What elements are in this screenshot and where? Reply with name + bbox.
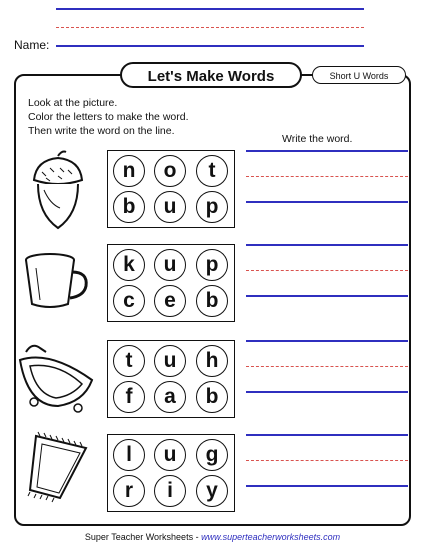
- bathtub-icon: [16, 336, 98, 414]
- letter-circle[interactable]: h: [196, 345, 228, 377]
- letter-circle[interactable]: b: [196, 285, 228, 317]
- acorn-icon: [28, 150, 88, 232]
- write-word-label: Write the word.: [282, 133, 353, 145]
- rug-icon: [24, 428, 94, 504]
- name-label: Name:: [14, 38, 50, 52]
- answer-line-2-mid: [246, 270, 408, 271]
- footer-brand: Super Teacher Worksheets -: [84, 532, 202, 542]
- letter-circle[interactable]: y: [196, 475, 228, 507]
- footer-url[interactable]: www.superteacherworksheets.com: [201, 532, 341, 542]
- letter-circle[interactable]: u: [154, 345, 186, 377]
- answer-line-1-top[interactable]: [246, 150, 408, 152]
- letter-circle[interactable]: u: [154, 191, 186, 223]
- instruction-1: Look at the picture.: [28, 97, 118, 109]
- letter-circle[interactable]: n: [113, 155, 145, 187]
- footer: [0, 532, 425, 542]
- letter-circle[interactable]: r: [113, 475, 145, 507]
- top-line-1: [56, 8, 364, 10]
- answer-line-2-base[interactable]: [246, 295, 408, 297]
- instruction-3: Then write the word on the line.: [28, 125, 175, 137]
- letter-circle[interactable]: a: [154, 381, 186, 413]
- answer-line-4-mid: [246, 460, 408, 461]
- letter-circle[interactable]: i: [154, 475, 186, 507]
- name-line[interactable]: [56, 45, 364, 47]
- letter-circle[interactable]: c: [113, 285, 145, 317]
- answer-line-4-base[interactable]: [246, 485, 408, 487]
- letter-circle[interactable]: u: [154, 249, 186, 281]
- letter-circle[interactable]: e: [154, 285, 186, 317]
- cup-icon: [22, 250, 92, 310]
- answer-line-4-top[interactable]: [246, 434, 408, 436]
- topic-tag: Short U Words: [312, 66, 406, 84]
- letter-circle[interactable]: b: [196, 381, 228, 413]
- letter-circle[interactable]: p: [196, 191, 228, 223]
- letter-circle[interactable]: l: [113, 439, 145, 471]
- answer-line-2-top[interactable]: [246, 244, 408, 246]
- letter-circle[interactable]: f: [113, 381, 145, 413]
- letter-circle[interactable]: p: [196, 249, 228, 281]
- letter-circle[interactable]: t: [113, 345, 145, 377]
- answer-line-3-mid: [246, 366, 408, 367]
- letter-circle[interactable]: o: [154, 155, 186, 187]
- letter-circle[interactable]: k: [113, 249, 145, 281]
- letter-circle[interactable]: b: [113, 191, 145, 223]
- instruction-2: Color the letters to make the word.: [28, 111, 189, 123]
- letter-circle[interactable]: g: [196, 439, 228, 471]
- answer-line-3-base[interactable]: [246, 391, 408, 393]
- worksheet-title: Let's Make Words: [120, 62, 302, 88]
- letter-circle[interactable]: u: [154, 439, 186, 471]
- answer-line-1-mid: [246, 176, 408, 177]
- answer-line-1-base[interactable]: [246, 201, 408, 203]
- top-dash-line: [56, 27, 364, 28]
- answer-line-3-top[interactable]: [246, 340, 408, 342]
- letter-circle[interactable]: t: [196, 155, 228, 187]
